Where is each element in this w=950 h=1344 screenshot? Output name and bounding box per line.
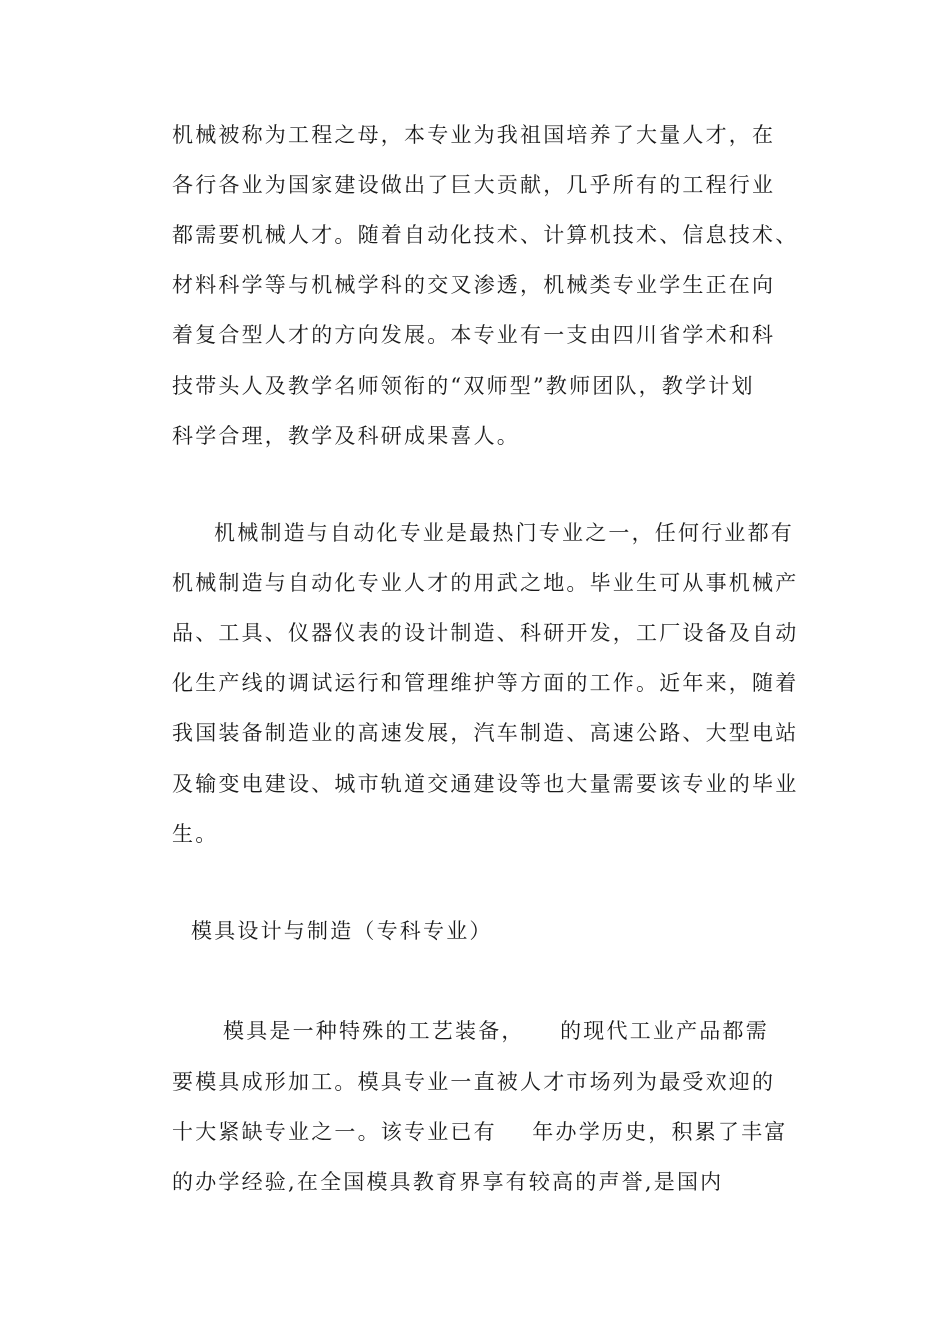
text-line: 要模具成形加工。模具专业一直被人才市场列为最受欢迎的	[172, 1070, 776, 1094]
text-line: 化生产线的调试运行和管理维护等方面的工作。近年来，随着	[172, 671, 799, 695]
text-line: 的办学经验,在全国模具教育界享有较高的声誉,是国内	[172, 1170, 724, 1194]
text-line: 材料科学等与机械学科的交叉渗透，机械类专业学生正在向	[172, 273, 776, 297]
text-line: 十大紧缺专业之一。该专业已有 年办学历史，积累了丰富	[172, 1120, 788, 1144]
text-line: 科学合理，教学及科研成果喜人。	[172, 424, 520, 448]
text-line: 品、工具、仪器仪表的设计制造、科研开发，工厂设备及自动	[172, 621, 799, 645]
text-line: 机械制造与自动化专业是最热门专业之一，任何行业都有	[214, 521, 794, 545]
text-line: 我国装备制造业的高速发展，汽车制造、高速公路、大型电站	[172, 721, 799, 745]
text-line: 模具是一种特殊的工艺装备， 的现代工业产品都需	[223, 1019, 769, 1043]
text-line: 技带头人及教学名师领衔的“双师型”教师团队，教学计划	[172, 374, 755, 398]
text-line: 机械被称为工程之母，本专业为我祖国培养了大量人才，在	[172, 123, 776, 147]
text-line: 着复合型人才的方向发展。本专业有一支由四川省学术和科	[172, 323, 776, 347]
text-line: 生。	[172, 822, 219, 846]
text-line: 及输变电建设、城市轨道交通建设等也大量需要该专业的毕业	[172, 772, 799, 796]
text-line: 机械制造与自动化专业人才的用武之地。毕业生可从事机械产	[172, 571, 799, 595]
text-line: 各行各业为国家建设做出了巨大贡献，几乎所有的工程行业	[172, 173, 776, 197]
text-line: 都需要机械人才。随着自动化技术、计算机技术、信息技术、	[172, 223, 799, 247]
section-heading: 模具设计与制造（专科专业）	[191, 919, 493, 943]
